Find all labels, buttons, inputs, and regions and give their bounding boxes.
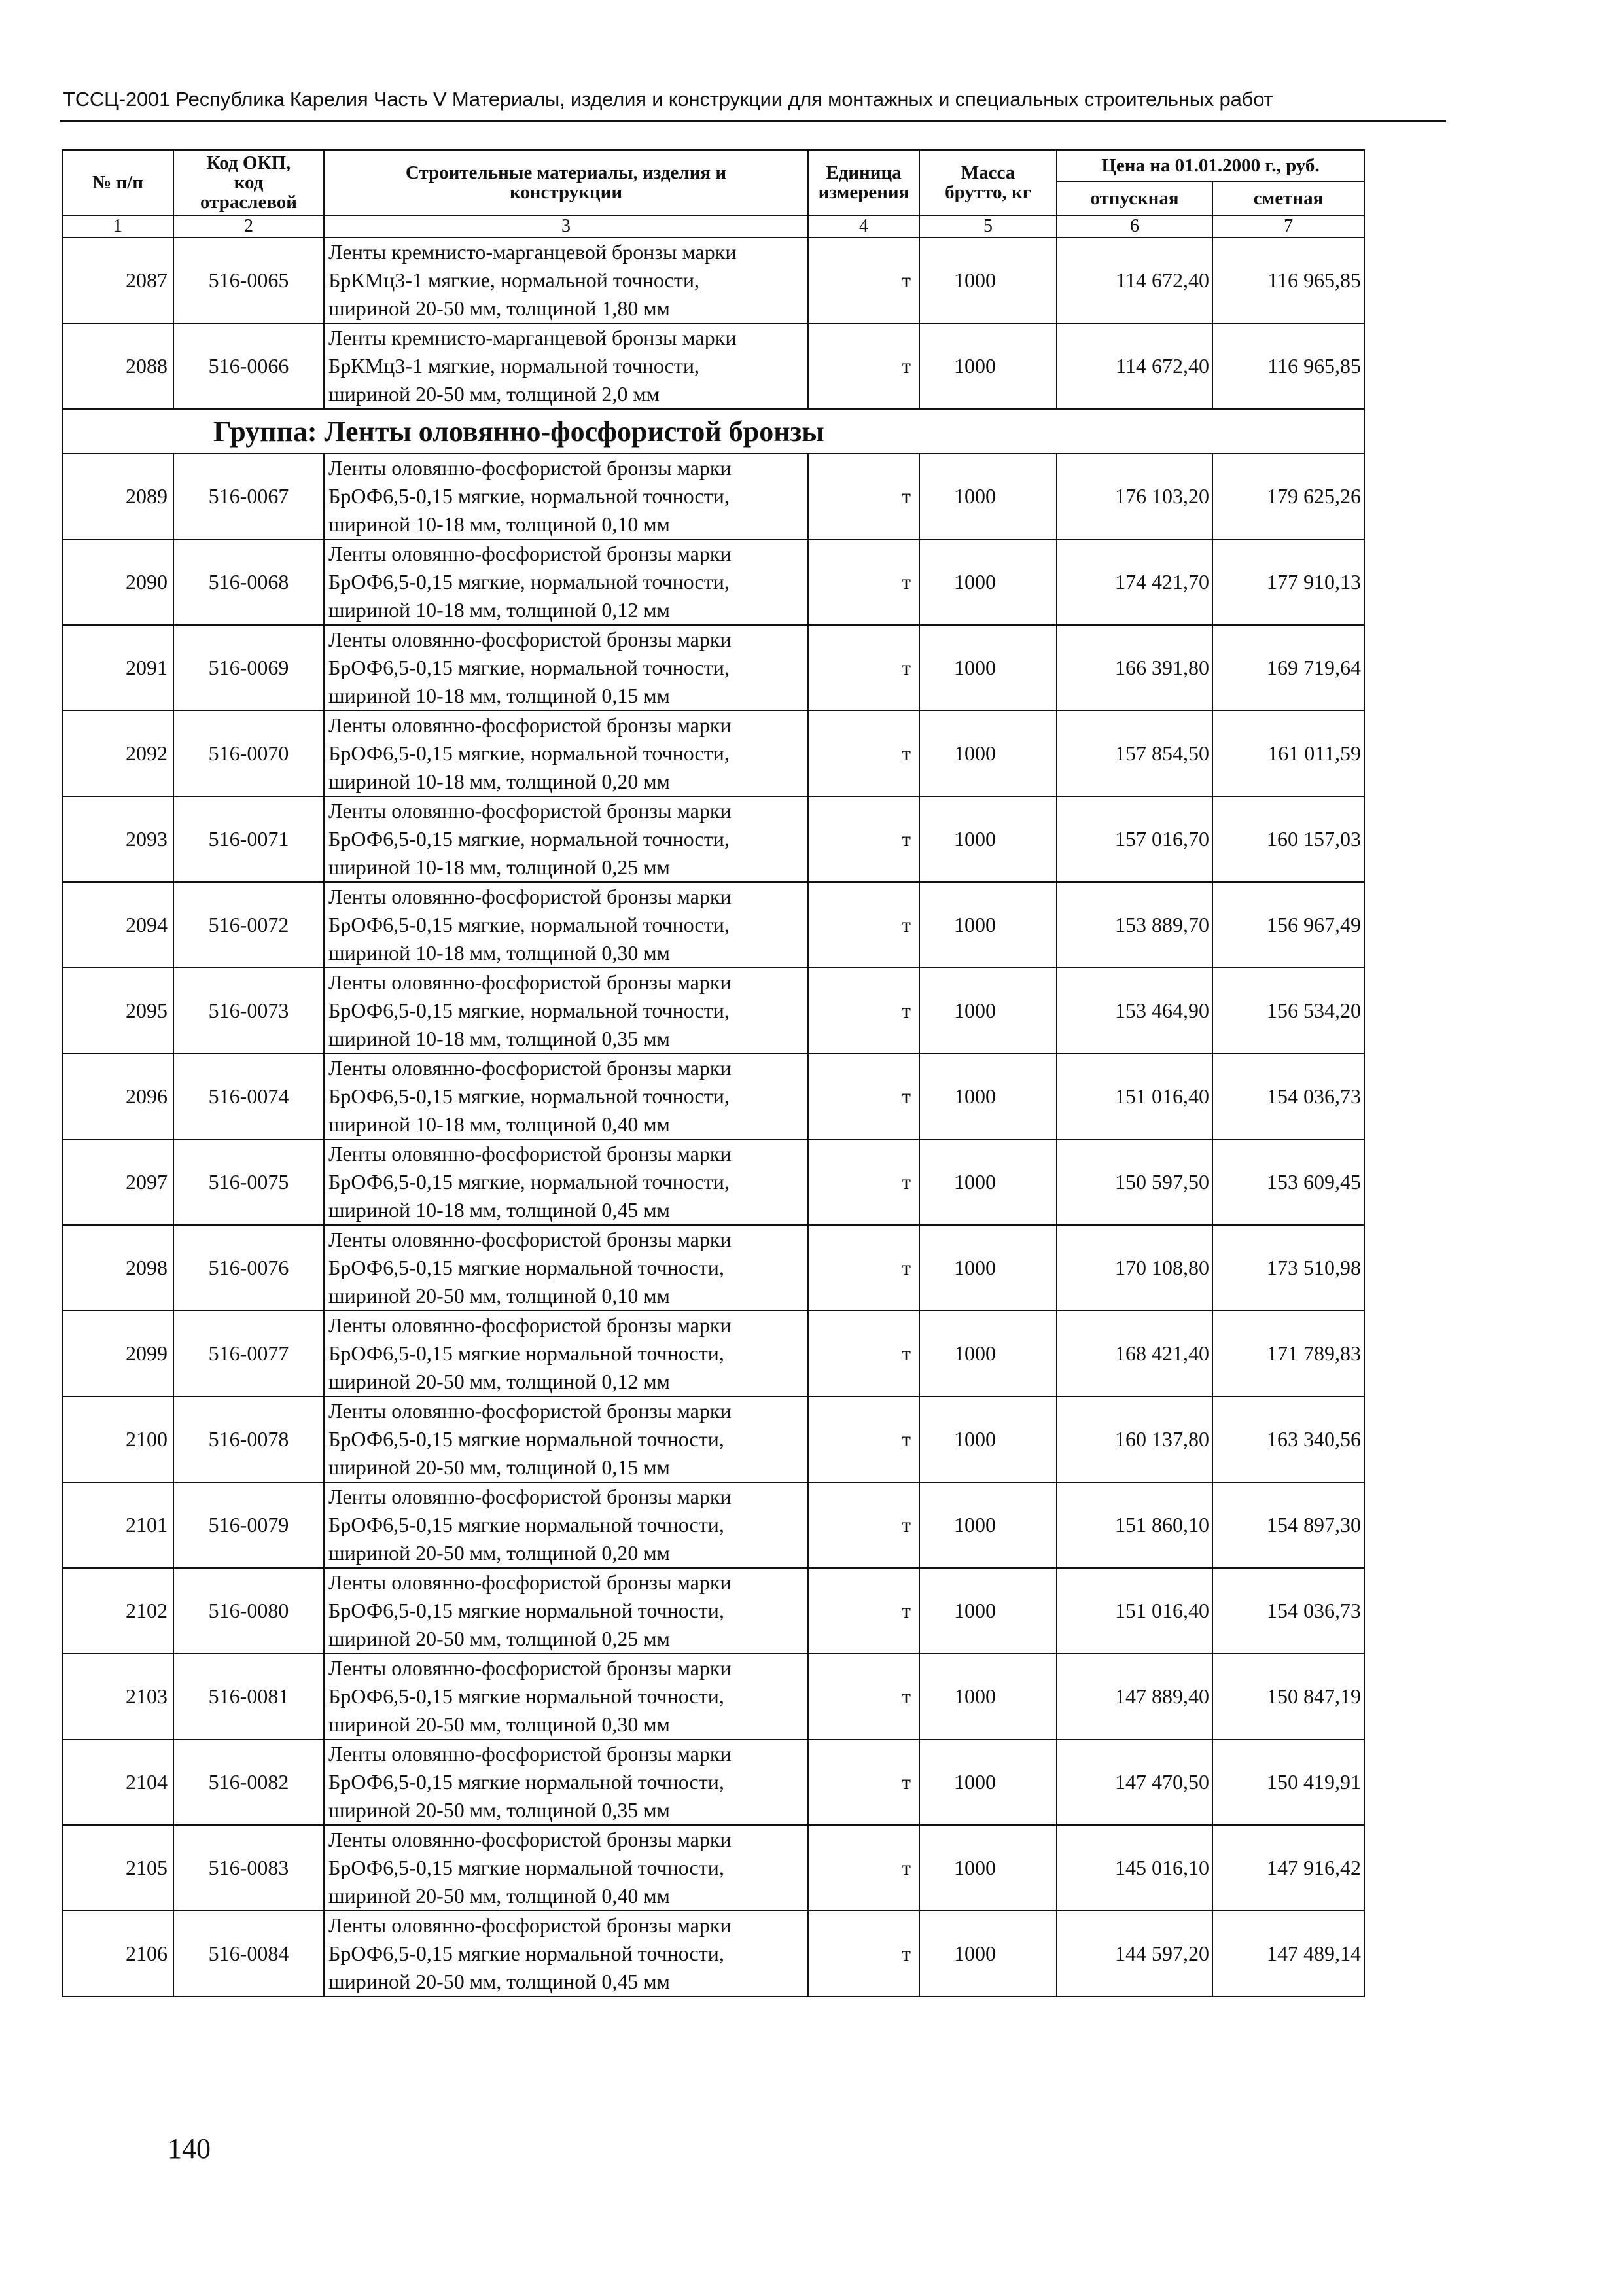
cell-price-release: 153 464,90: [1057, 968, 1212, 1054]
cell-number: 2094: [62, 882, 173, 968]
table-row: [62, 1482, 1364, 1568]
cell-code: 516-0075: [173, 1139, 324, 1225]
table-row: [62, 1654, 1364, 1739]
cell-description: [324, 711, 808, 796]
cell-description: [324, 1482, 808, 1568]
cell-number: 2101: [62, 1482, 173, 1568]
cell-unit: т: [808, 1654, 919, 1739]
cell-unit: т: [808, 1739, 919, 1825]
cell-unit: т: [808, 1825, 919, 1911]
cell-mass: 1000: [919, 1911, 1057, 1997]
description-line: БрОФ6,5-0,15 мягкие нормальной точности,: [328, 1341, 724, 1365]
col-header-code-line: отраслевой: [200, 192, 298, 213]
cell-mass: 1000: [919, 1139, 1057, 1225]
cell-mass: 1000: [919, 1568, 1057, 1654]
header-rule: [60, 120, 1446, 122]
cell-mass: 1000: [919, 1825, 1057, 1911]
description-line: Ленты оловянно-фосфористой бронзы марки: [328, 799, 732, 823]
cell-price-estimate: 169 719,64: [1212, 625, 1364, 711]
description-line: БрОФ6,5-0,15 мягкие, нормальной точности,: [328, 484, 730, 508]
column-number: 5: [919, 215, 1057, 238]
cell-code: 516-0066: [173, 323, 324, 409]
cell-code: 516-0081: [173, 1654, 324, 1739]
description-line: БрОФ6,5-0,15 мягкие нормальной точности,: [328, 1427, 724, 1451]
col-header-code: [173, 150, 324, 215]
description-line: БрОФ6,5-0,15 мягкие нормальной точности,: [328, 1513, 724, 1536]
cell-price-release: 170 108,80: [1057, 1225, 1212, 1311]
cell-code: 516-0069: [173, 625, 324, 711]
description-line: БрОФ6,5-0,15 мягкие нормальной точности,: [328, 1684, 724, 1708]
cell-price-estimate: 154 036,73: [1212, 1054, 1364, 1139]
description-line: шириной 20-50 мм, толщиной 0,10 мм: [328, 1284, 670, 1307]
cell-price-release: 166 391,80: [1057, 625, 1212, 711]
cell-mass: 1000: [919, 539, 1057, 625]
description-line: шириной 20-50 мм, толщиной 0,30 мм: [328, 1713, 670, 1736]
cell-number: 2092: [62, 711, 173, 796]
description-line: шириной 10-18 мм, толщиной 0,40 мм: [328, 1112, 670, 1136]
cell-price-estimate: 147 489,14: [1212, 1911, 1364, 1997]
description-line: шириной 20-50 мм, толщиной 0,20 мм: [328, 1541, 670, 1565]
cell-price-release: 168 421,40: [1057, 1311, 1212, 1396]
cell-number: 2089: [62, 453, 173, 539]
description-line: Ленты оловянно-фосфористой бронзы марки: [328, 456, 732, 480]
cell-price-estimate: 171 789,83: [1212, 1311, 1364, 1396]
col-header-unit-line: измерения: [818, 182, 909, 203]
cell-code: 516-0070: [173, 711, 324, 796]
description-line: Ленты оловянно-фосфористой бронзы марки: [328, 1142, 732, 1165]
column-number: 1: [62, 215, 173, 238]
cell-price-estimate: 156 967,49: [1212, 882, 1364, 968]
col-header-mass-line: Масса: [961, 162, 1015, 183]
description-line: Ленты оловянно-фосфористой бронзы марки: [328, 1485, 732, 1508]
cell-price-estimate: 173 510,98: [1212, 1225, 1364, 1311]
description-line: шириной 20-50 мм, толщиной 0,45 мм: [328, 1970, 670, 1993]
cell-price-estimate: 161 011,59: [1212, 711, 1364, 796]
cell-unit: т: [808, 453, 919, 539]
cell-description: [324, 1054, 808, 1139]
cell-price-release: 147 889,40: [1057, 1654, 1212, 1739]
table-row: [62, 1825, 1364, 1911]
description-line: Ленты оловянно-фосфористой бронзы марки: [328, 1056, 732, 1080]
cell-unit: т: [808, 1568, 919, 1654]
cell-price-release: 114 672,40: [1057, 323, 1212, 409]
group-row: [62, 409, 1364, 453]
table-body-after-group: [62, 453, 1364, 1997]
column-number: 6: [1057, 215, 1212, 238]
col-header-desc-line: Строительные материалы, изделия и: [405, 162, 727, 183]
group-section: [62, 409, 1364, 453]
description-line: Ленты оловянно-фосфористой бронзы марки: [328, 1399, 732, 1423]
cell-description: [324, 1139, 808, 1225]
description-line: Ленты оловянно-фосфористой бронзы марки: [328, 1228, 732, 1251]
description-line: шириной 10-18 мм, толщиной 0,15 мм: [328, 684, 670, 707]
cell-number: 2095: [62, 968, 173, 1054]
cell-number: 2100: [62, 1396, 173, 1482]
table-row: [62, 1396, 1364, 1482]
description-line: шириной 10-18 мм, толщиной 0,20 мм: [328, 770, 670, 793]
cell-code: 516-0082: [173, 1739, 324, 1825]
cell-price-release: 145 016,10: [1057, 1825, 1212, 1911]
description-line: шириной 20-50 мм, толщиной 1,80 мм: [328, 296, 670, 320]
col-header-unit: [808, 150, 919, 215]
cell-mass: 1000: [919, 968, 1057, 1054]
cell-mass: 1000: [919, 796, 1057, 882]
table-row: [62, 1568, 1364, 1654]
cell-mass: 1000: [919, 625, 1057, 711]
description-line: Ленты кремнисто-марганцевой бронзы марки: [328, 326, 737, 349]
cell-number: 2102: [62, 1568, 173, 1654]
cell-code: 516-0076: [173, 1225, 324, 1311]
description-line: БрОФ6,5-0,15 мягкие, нормальной точности,: [328, 1170, 730, 1194]
col-header-mass-line: брутто, кг: [945, 182, 1031, 203]
description-line: БрОФ6,5-0,15 мягкие нормальной точности,: [328, 1256, 724, 1279]
cell-number: 2098: [62, 1225, 173, 1311]
description-line: шириной 10-18 мм, толщиной 0,10 мм: [328, 512, 670, 536]
description-line: БрОФ6,5-0,15 мягкие, нормальной точности,: [328, 656, 730, 679]
cell-number: 2097: [62, 1139, 173, 1225]
cell-price-estimate: 156 534,20: [1212, 968, 1364, 1054]
cell-unit: т: [808, 1311, 919, 1396]
description-line: БрОФ6,5-0,15 мягкие нормальной точности,: [328, 1942, 724, 1965]
description-line: БрКМц3-1 мягкие, нормальной точности,: [328, 268, 699, 292]
cell-price-release: 144 597,20: [1057, 1911, 1212, 1997]
cell-price-estimate: 150 419,91: [1212, 1739, 1364, 1825]
cell-mass: 1000: [919, 453, 1057, 539]
description-line: шириной 20-50 мм, толщиной 2,0 мм: [328, 382, 660, 406]
cell-mass: 1000: [919, 1396, 1057, 1482]
description-line: БрОФ6,5-0,15 мягкие нормальной точности,: [328, 1856, 724, 1879]
col-header-unit-line: Единица: [826, 162, 902, 183]
cell-price-release: 157 016,70: [1057, 796, 1212, 882]
description-line: Ленты оловянно-фосфористой бронзы марки: [328, 885, 732, 908]
table-row: [62, 1139, 1364, 1225]
description-line: Ленты оловянно-фосфористой бронзы марки: [328, 628, 732, 651]
description-line: Ленты кремнисто-марганцевой бронзы марки: [328, 240, 737, 264]
cell-description: [324, 1911, 808, 1997]
description-line: Ленты оловянно-фосфористой бронзы марки: [328, 1828, 732, 1851]
cell-number: 2088: [62, 323, 173, 409]
table-row: [62, 238, 1364, 323]
cell-code: 516-0065: [173, 238, 324, 323]
description-line: БрОФ6,5-0,15 мягкие нормальной точности,: [328, 1770, 724, 1794]
description-line: шириной 20-50 мм, толщиной 0,25 мм: [328, 1627, 670, 1650]
description-line: Ленты оловянно-фосфористой бронзы марки: [328, 542, 732, 565]
table-row: [62, 1739, 1364, 1825]
col-header-price-estimate: сметная: [1212, 181, 1364, 215]
cell-price-release: 174 421,70: [1057, 539, 1212, 625]
table-row: [62, 625, 1364, 711]
cell-price-release: 153 889,70: [1057, 882, 1212, 968]
cell-number: 2096: [62, 1054, 173, 1139]
table-row: [62, 539, 1364, 625]
description-line: шириной 10-18 мм, толщиной 0,35 мм: [328, 1027, 670, 1050]
col-header-desc-line: конструкции: [509, 182, 623, 203]
cell-description: [324, 1396, 808, 1482]
description-line: шириной 20-50 мм, толщиной 0,12 мм: [328, 1370, 670, 1393]
description-line: БрОФ6,5-0,15 мягкие, нормальной точности,: [328, 913, 730, 936]
cell-number: 2106: [62, 1911, 173, 1997]
description-line: Ленты оловянно-фосфористой бронзы марки: [328, 1313, 732, 1337]
table-row: [62, 1911, 1364, 1997]
cell-description: [324, 625, 808, 711]
cell-unit: т: [808, 968, 919, 1054]
description-line: шириной 10-18 мм, толщиной 0,12 мм: [328, 598, 670, 622]
col-header-code-line: код: [234, 172, 264, 193]
cell-number: 2091: [62, 625, 173, 711]
cell-price-estimate: 116 965,85: [1212, 323, 1364, 409]
cell-price-estimate: 154 897,30: [1212, 1482, 1364, 1568]
page-number: 140: [168, 2133, 211, 2165]
cell-unit: т: [808, 1225, 919, 1311]
cell-mass: 1000: [919, 1654, 1057, 1739]
cell-number: 2093: [62, 796, 173, 882]
cell-code: 516-0079: [173, 1482, 324, 1568]
price-table: [62, 149, 1365, 1997]
cell-description: [324, 1739, 808, 1825]
cell-code: 516-0084: [173, 1911, 324, 1997]
table-header: [62, 150, 1364, 238]
cell-description: [324, 1825, 808, 1911]
cell-number: 2090: [62, 539, 173, 625]
cell-mass: 1000: [919, 711, 1057, 796]
cell-unit: т: [808, 1911, 919, 1997]
cell-mass: 1000: [919, 238, 1057, 323]
cell-price-release: 151 016,40: [1057, 1568, 1212, 1654]
col-header-desc: [324, 150, 808, 215]
cell-price-estimate: 153 609,45: [1212, 1139, 1364, 1225]
col-header-mass: [919, 150, 1057, 215]
column-number: 2: [173, 215, 324, 238]
cell-code: 516-0083: [173, 1825, 324, 1911]
cell-code: 516-0078: [173, 1396, 324, 1482]
cell-price-release: 176 103,20: [1057, 453, 1212, 539]
cell-mass: 1000: [919, 1739, 1057, 1825]
cell-price-estimate: 179 625,26: [1212, 453, 1364, 539]
cell-description: [324, 1311, 808, 1396]
description-line: шириной 20-50 мм, толщиной 0,40 мм: [328, 1884, 670, 1908]
table-row: [62, 882, 1364, 968]
cell-description: [324, 882, 808, 968]
cell-price-release: 160 137,80: [1057, 1396, 1212, 1482]
cell-number: 2105: [62, 1825, 173, 1911]
cell-number: 2104: [62, 1739, 173, 1825]
description-line: шириной 10-18 мм, толщиной 0,45 мм: [328, 1198, 670, 1222]
col-header-code-line: Код ОКП,: [206, 152, 291, 173]
cell-code: 516-0080: [173, 1568, 324, 1654]
description-line: шириной 20-50 мм, толщиной 0,15 мм: [328, 1455, 670, 1479]
cell-unit: т: [808, 882, 919, 968]
cell-unit: т: [808, 711, 919, 796]
column-number: 3: [324, 215, 808, 238]
description-line: Ленты оловянно-фосфористой бронзы марки: [328, 1571, 732, 1594]
cell-number: 2087: [62, 238, 173, 323]
cell-unit: т: [808, 625, 919, 711]
cell-number: 2103: [62, 1654, 173, 1739]
cell-mass: 1000: [919, 1311, 1057, 1396]
cell-unit: т: [808, 1054, 919, 1139]
cell-unit: т: [808, 539, 919, 625]
cell-unit: т: [808, 796, 919, 882]
cell-code: 516-0077: [173, 1311, 324, 1396]
cell-unit: т: [808, 238, 919, 323]
cell-price-release: 114 672,40: [1057, 238, 1212, 323]
table-row: [62, 323, 1364, 409]
table-row: [62, 1054, 1364, 1139]
table-row: [62, 1311, 1364, 1396]
cell-description: [324, 796, 808, 882]
cell-mass: 1000: [919, 1225, 1057, 1311]
cell-mass: 1000: [919, 882, 1057, 968]
cell-unit: т: [808, 1396, 919, 1482]
description-line: шириной 10-18 мм, толщиной 0,25 мм: [328, 855, 670, 879]
cell-description: [324, 323, 808, 409]
cell-description: [324, 968, 808, 1054]
cell-code: 516-0071: [173, 796, 324, 882]
table-row: [62, 711, 1364, 796]
cell-description: [324, 1568, 808, 1654]
cell-mass: 1000: [919, 1054, 1057, 1139]
cell-unit: т: [808, 323, 919, 409]
description-line: БрОФ6,5-0,15 мягкие, нормальной точности,: [328, 741, 730, 765]
cell-price-release: 147 470,50: [1057, 1739, 1212, 1825]
description-line: Ленты оловянно-фосфористой бронзы марки: [328, 1742, 732, 1766]
description-line: БрОФ6,5-0,15 мягкие, нормальной точности,: [328, 999, 730, 1022]
description-line: шириной 20-50 мм, толщиной 0,35 мм: [328, 1798, 670, 1822]
cell-price-estimate: 160 157,03: [1212, 796, 1364, 882]
cell-price-release: 157 854,50: [1057, 711, 1212, 796]
table-row: [62, 796, 1364, 882]
cell-price-estimate: 147 916,42: [1212, 1825, 1364, 1911]
col-header-price-group: Цена на 01.01.2000 г., руб.: [1057, 150, 1364, 181]
description-line: шириной 10-18 мм, толщиной 0,30 мм: [328, 941, 670, 965]
cell-number: 2099: [62, 1311, 173, 1396]
cell-description: [324, 539, 808, 625]
cell-code: 516-0072: [173, 882, 324, 968]
description-line: Ленты оловянно-фосфористой бронзы марки: [328, 970, 732, 994]
cell-description: [324, 1225, 808, 1311]
cell-code: 516-0068: [173, 539, 324, 625]
cell-description: [324, 1654, 808, 1739]
table-body-before-group: [62, 238, 1364, 409]
description-line: БрКМц3-1 мягкие, нормальной точности,: [328, 354, 699, 378]
table-row: [62, 453, 1364, 539]
description-line: Ленты оловянно-фосфористой бронзы марки: [328, 1913, 732, 1937]
cell-code: 516-0073: [173, 968, 324, 1054]
cell-price-estimate: 154 036,73: [1212, 1568, 1364, 1654]
cell-code: 516-0074: [173, 1054, 324, 1139]
description-line: БрОФ6,5-0,15 мягкие нормальной точности,: [328, 1599, 724, 1622]
col-header-num: № п/п: [62, 150, 173, 215]
col-header-price-release: отпускная: [1057, 181, 1212, 215]
description-line: БрОФ6,5-0,15 мягкие, нормальной точности,: [328, 827, 730, 851]
table-row: [62, 1225, 1364, 1311]
cell-price-release: 151 860,10: [1057, 1482, 1212, 1568]
cell-mass: 1000: [919, 1482, 1057, 1568]
description-line: БрОФ6,5-0,15 мягкие, нормальной точности,: [328, 1084, 730, 1108]
cell-price-release: 150 597,50: [1057, 1139, 1212, 1225]
cell-price-estimate: 177 910,13: [1212, 539, 1364, 625]
cell-code: 516-0067: [173, 453, 324, 539]
cell-price-estimate: 116 965,85: [1212, 238, 1364, 323]
table-row: [62, 968, 1364, 1054]
cell-price-estimate: 150 847,19: [1212, 1654, 1364, 1739]
column-number: 7: [1212, 215, 1364, 238]
description-line: Ленты оловянно-фосфористой бронзы марки: [328, 1656, 732, 1680]
description-line: БрОФ6,5-0,15 мягкие, нормальной точности,: [328, 570, 730, 594]
cell-price-release: 151 016,40: [1057, 1054, 1212, 1139]
column-number-row: [62, 215, 1364, 238]
running-header: ТССЦ-2001 Республика Карелия Часть V Материалы, изделия и конструкции для монтажных и специальных строительных работ: [63, 88, 1273, 111]
cell-description: [324, 453, 808, 539]
group-title: Группа: Ленты оловянно-фосфористой бронзы: [62, 409, 1364, 453]
description-line: Ленты оловянно-фосфористой бронзы марки: [328, 713, 732, 737]
column-number: 4: [808, 215, 919, 238]
cell-mass: 1000: [919, 323, 1057, 409]
cell-unit: т: [808, 1139, 919, 1225]
cell-price-estimate: 163 340,56: [1212, 1396, 1364, 1482]
cell-description: [324, 238, 808, 323]
cell-unit: т: [808, 1482, 919, 1568]
